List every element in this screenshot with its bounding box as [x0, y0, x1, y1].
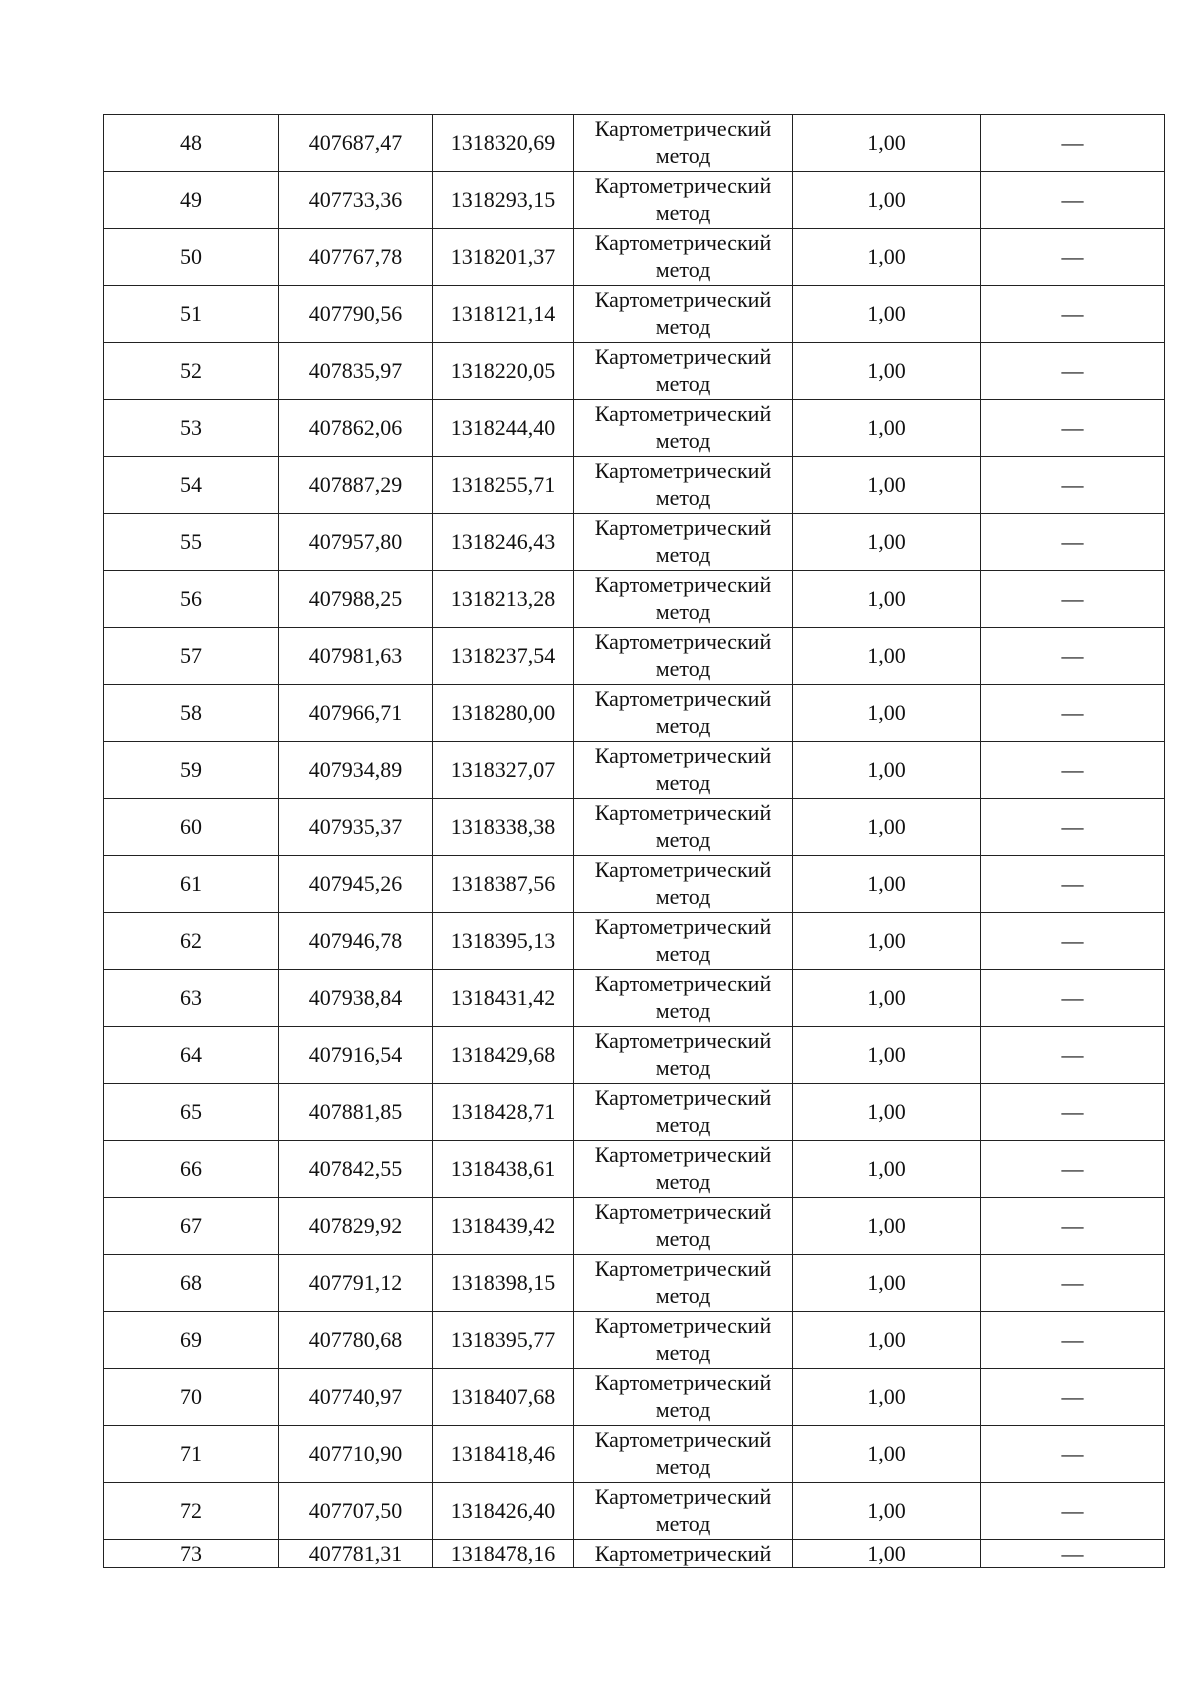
accuracy-cell: 1,00 [793, 229, 981, 286]
point-number-cell: 48 [104, 115, 279, 172]
table-row [104, 229, 1165, 286]
accuracy-cell: 1,00 [793, 1540, 981, 1568]
table-row [104, 1426, 1165, 1483]
note-dash-cell: — [981, 1255, 1165, 1312]
table-row [104, 913, 1165, 970]
table-row [104, 1255, 1165, 1312]
method-line-1: Картометрический [594, 1199, 772, 1224]
table-row [104, 1084, 1165, 1141]
x-coordinate-cell: 407780,68 [279, 1312, 433, 1369]
point-number-cell: 57 [104, 628, 279, 685]
accuracy-cell: 1,00 [793, 1426, 981, 1483]
point-number-cell: 66 [104, 1141, 279, 1198]
note-dash-cell: — [981, 913, 1165, 970]
accuracy-cell: 1,00 [793, 856, 981, 913]
x-coordinate-cell: 407687,47 [279, 115, 433, 172]
table-row [104, 115, 1165, 172]
y-coordinate-cell: 1318426,40 [433, 1483, 574, 1540]
method-cell [574, 1198, 793, 1255]
coordinates-table-body [104, 115, 1165, 1568]
method-line-1: Картометрический [594, 1028, 772, 1053]
method-line-1: Картометрический [594, 1313, 772, 1338]
y-coordinate-cell: 1318246,43 [433, 514, 574, 571]
method-line-1: Картометрический [594, 287, 772, 312]
table-row [104, 343, 1165, 400]
method-line-2: метод [655, 770, 711, 795]
method-line-1: Картометрический [594, 743, 772, 768]
method-line-2: метод [655, 257, 711, 282]
note-dash-cell: — [981, 286, 1165, 343]
point-number-cell: 73 [104, 1540, 279, 1568]
method-line-2: метод [655, 998, 711, 1023]
y-coordinate-cell: 1318439,42 [433, 1198, 574, 1255]
x-coordinate-cell: 407946,78 [279, 913, 433, 970]
note-dash-cell: — [981, 799, 1165, 856]
table-row [104, 457, 1165, 514]
method-cell [574, 913, 793, 970]
method-line-1: Картометрический [594, 857, 772, 882]
y-coordinate-cell: 1318338,38 [433, 799, 574, 856]
table-row [104, 970, 1165, 1027]
point-number-cell: 52 [104, 343, 279, 400]
method-cell [574, 1312, 793, 1369]
point-number-cell: 53 [104, 400, 279, 457]
method-cell [574, 457, 793, 514]
note-dash-cell: — [981, 514, 1165, 571]
point-number-cell: 65 [104, 1084, 279, 1141]
table-row [104, 571, 1165, 628]
method-line-1: Картометрический [594, 116, 772, 141]
method-cell [574, 514, 793, 571]
method-line-1: Картометрический [594, 686, 772, 711]
method-line-1: Картометрический [594, 1256, 772, 1281]
method-line-1: Картометрический [594, 914, 772, 939]
method-line-2: метод [655, 485, 711, 510]
method-cell [574, 1027, 793, 1084]
method-cell [574, 1141, 793, 1198]
point-number-cell: 69 [104, 1312, 279, 1369]
y-coordinate-cell: 1318255,71 [433, 457, 574, 514]
y-coordinate-cell: 1318478,16 [433, 1540, 574, 1568]
method-cell [574, 628, 793, 685]
accuracy-cell: 1,00 [793, 571, 981, 628]
y-coordinate-cell: 1318428,71 [433, 1084, 574, 1141]
y-coordinate-cell: 1318398,15 [433, 1255, 574, 1312]
accuracy-cell: 1,00 [793, 1483, 981, 1540]
method-cell [574, 1369, 793, 1426]
accuracy-cell: 1,00 [793, 115, 981, 172]
method-line-2: метод [655, 1226, 711, 1251]
table-row [104, 1483, 1165, 1540]
note-dash-cell: — [981, 1369, 1165, 1426]
x-coordinate-cell: 407945,26 [279, 856, 433, 913]
table-row [104, 799, 1165, 856]
point-number-cell: 71 [104, 1426, 279, 1483]
y-coordinate-cell: 1318327,07 [433, 742, 574, 799]
method-line-1: Картометрический [594, 401, 772, 426]
point-number-cell: 60 [104, 799, 279, 856]
accuracy-cell: 1,00 [793, 970, 981, 1027]
method-line-1: Картометрический [594, 230, 772, 255]
table-row [104, 514, 1165, 571]
point-number-cell: 67 [104, 1198, 279, 1255]
note-dash-cell: — [981, 172, 1165, 229]
x-coordinate-cell: 407790,56 [279, 286, 433, 343]
note-dash-cell: — [981, 742, 1165, 799]
method-line-2: метод [655, 143, 711, 168]
note-dash-cell: — [981, 115, 1165, 172]
method-line-1: Картометрический [594, 971, 772, 996]
x-coordinate-cell: 407733,36 [279, 172, 433, 229]
point-number-cell: 55 [104, 514, 279, 571]
table-row [104, 742, 1165, 799]
x-coordinate-cell: 407938,84 [279, 970, 433, 1027]
method-cell [574, 685, 793, 742]
method-line-1: Картометрический [594, 1427, 772, 1452]
note-dash-cell: — [981, 571, 1165, 628]
x-coordinate-cell: 407881,85 [279, 1084, 433, 1141]
method-line-2: метод [655, 1055, 711, 1080]
method-line-2: метод [655, 1511, 711, 1536]
method-line-2: метод [655, 1112, 711, 1137]
x-coordinate-cell: 407710,90 [279, 1426, 433, 1483]
y-coordinate-cell: 1318220,05 [433, 343, 574, 400]
accuracy-cell: 1,00 [793, 286, 981, 343]
point-number-cell: 50 [104, 229, 279, 286]
method-cell [574, 799, 793, 856]
table-row [104, 1027, 1165, 1084]
method-line-2: метод [655, 713, 711, 738]
method-cell [574, 856, 793, 913]
point-number-cell: 63 [104, 970, 279, 1027]
accuracy-cell: 1,00 [793, 742, 981, 799]
x-coordinate-cell: 407791,12 [279, 1255, 433, 1312]
accuracy-cell: 1,00 [793, 457, 981, 514]
y-coordinate-cell: 1318121,14 [433, 286, 574, 343]
method-cell [574, 229, 793, 286]
x-coordinate-cell: 407935,37 [279, 799, 433, 856]
y-coordinate-cell: 1318320,69 [433, 115, 574, 172]
accuracy-cell: 1,00 [793, 400, 981, 457]
y-coordinate-cell: 1318293,15 [433, 172, 574, 229]
point-number-cell: 54 [104, 457, 279, 514]
accuracy-cell: 1,00 [793, 1141, 981, 1198]
method-cell [574, 1483, 793, 1540]
x-coordinate-cell: 407842,55 [279, 1141, 433, 1198]
y-coordinate-cell: 1318438,61 [433, 1141, 574, 1198]
point-number-cell: 49 [104, 172, 279, 229]
method-line-2: метод [655, 371, 711, 396]
method-cell [574, 742, 793, 799]
accuracy-cell: 1,00 [793, 514, 981, 571]
method-cell [574, 115, 793, 172]
method-line-1: Картометрический [594, 629, 772, 654]
note-dash-cell: — [981, 1483, 1165, 1540]
method-line-2: метод [655, 656, 711, 681]
note-dash-cell: — [981, 856, 1165, 913]
table-row [104, 685, 1165, 742]
note-dash-cell: — [981, 229, 1165, 286]
note-dash-cell: — [981, 1312, 1165, 1369]
y-coordinate-cell: 1318201,37 [433, 229, 574, 286]
method-cell [574, 571, 793, 628]
note-dash-cell: — [981, 1426, 1165, 1483]
method-line-2: метод [655, 1397, 711, 1422]
point-number-cell: 62 [104, 913, 279, 970]
point-number-cell: 64 [104, 1027, 279, 1084]
y-coordinate-cell: 1318431,42 [433, 970, 574, 1027]
point-number-cell: 56 [104, 571, 279, 628]
x-coordinate-cell: 407767,78 [279, 229, 433, 286]
method-cell [574, 286, 793, 343]
method-line-2: метод [655, 1169, 711, 1194]
accuracy-cell: 1,00 [793, 172, 981, 229]
x-coordinate-cell: 407740,97 [279, 1369, 433, 1426]
point-number-cell: 61 [104, 856, 279, 913]
y-coordinate-cell: 1318418,46 [433, 1426, 574, 1483]
x-coordinate-cell: 407988,25 [279, 571, 433, 628]
method-line-1: Картометрический [594, 1484, 772, 1509]
method-line-1: Картометрический [594, 1541, 772, 1566]
point-number-cell: 59 [104, 742, 279, 799]
method-cell [574, 1084, 793, 1141]
accuracy-cell: 1,00 [793, 1369, 981, 1426]
y-coordinate-cell: 1318244,40 [433, 400, 574, 457]
y-coordinate-cell: 1318280,00 [433, 685, 574, 742]
point-number-cell: 58 [104, 685, 279, 742]
x-coordinate-cell: 407862,06 [279, 400, 433, 457]
method-line-2: метод [655, 599, 711, 624]
point-number-cell: 68 [104, 1255, 279, 1312]
accuracy-cell: 1,00 [793, 913, 981, 970]
method-line-1: Картометрический [594, 800, 772, 825]
x-coordinate-cell: 407981,63 [279, 628, 433, 685]
table-row [104, 1198, 1165, 1255]
method-line-2: метод [655, 1283, 711, 1308]
x-coordinate-cell: 407887,29 [279, 457, 433, 514]
table-row [104, 1369, 1165, 1426]
table-row [104, 1540, 1165, 1568]
method-line-1: Картометрический [594, 1085, 772, 1110]
table-row [104, 1141, 1165, 1198]
method-cell [574, 343, 793, 400]
y-coordinate-cell: 1318395,77 [433, 1312, 574, 1369]
note-dash-cell: — [981, 1084, 1165, 1141]
method-line-2: метод [655, 314, 711, 339]
y-coordinate-cell: 1318429,68 [433, 1027, 574, 1084]
x-coordinate-cell: 407829,92 [279, 1198, 433, 1255]
method-line-2: метод [655, 827, 711, 852]
table-row [104, 856, 1165, 913]
x-coordinate-cell: 407916,54 [279, 1027, 433, 1084]
x-coordinate-cell: 407957,80 [279, 514, 433, 571]
coordinates-table [103, 114, 1165, 1568]
point-number-cell: 51 [104, 286, 279, 343]
note-dash-cell: — [981, 628, 1165, 685]
method-line-2: метод [655, 1340, 711, 1365]
note-dash-cell: — [981, 400, 1165, 457]
method-line-1: Картометрический [594, 1142, 772, 1167]
method-cell [574, 970, 793, 1027]
x-coordinate-cell: 407934,89 [279, 742, 433, 799]
method-line-1: Картометрический [594, 173, 772, 198]
accuracy-cell: 1,00 [793, 1027, 981, 1084]
table-row [104, 400, 1165, 457]
method-line-2: метод [655, 200, 711, 225]
accuracy-cell: 1,00 [793, 1312, 981, 1369]
x-coordinate-cell: 407707,50 [279, 1483, 433, 1540]
method-line-1: Картометрический [594, 572, 772, 597]
method-cell [574, 1540, 793, 1568]
method-line-2: метод [655, 884, 711, 909]
method-line-1: Картометрический [594, 1370, 772, 1395]
note-dash-cell: — [981, 1027, 1165, 1084]
note-dash-cell: — [981, 1198, 1165, 1255]
x-coordinate-cell: 407966,71 [279, 685, 433, 742]
table-row [104, 628, 1165, 685]
y-coordinate-cell: 1318237,54 [433, 628, 574, 685]
point-number-cell: 72 [104, 1483, 279, 1540]
note-dash-cell: — [981, 457, 1165, 514]
method-line-1: Картометрический [594, 458, 772, 483]
point-number-cell: 70 [104, 1369, 279, 1426]
note-dash-cell: — [981, 343, 1165, 400]
x-coordinate-cell: 407835,97 [279, 343, 433, 400]
x-coordinate-cell: 407781,31 [279, 1540, 433, 1568]
y-coordinate-cell: 1318387,56 [433, 856, 574, 913]
accuracy-cell: 1,00 [793, 343, 981, 400]
y-coordinate-cell: 1318407,68 [433, 1369, 574, 1426]
y-coordinate-cell: 1318213,28 [433, 571, 574, 628]
accuracy-cell: 1,00 [793, 1255, 981, 1312]
accuracy-cell: 1,00 [793, 1084, 981, 1141]
note-dash-cell: — [981, 970, 1165, 1027]
table-row [104, 286, 1165, 343]
table-row [104, 172, 1165, 229]
accuracy-cell: 1,00 [793, 1198, 981, 1255]
accuracy-cell: 1,00 [793, 799, 981, 856]
method-line-2: метод [655, 1454, 711, 1479]
note-dash-cell: — [981, 1540, 1165, 1568]
accuracy-cell: 1,00 [793, 685, 981, 742]
method-cell [574, 400, 793, 457]
method-line-2: метод [655, 542, 711, 567]
method-line-2: метод [655, 428, 711, 453]
method-cell [574, 172, 793, 229]
method-line-2: метод [655, 941, 711, 966]
note-dash-cell: — [981, 685, 1165, 742]
accuracy-cell: 1,00 [793, 628, 981, 685]
table-row [104, 1312, 1165, 1369]
method-cell [574, 1426, 793, 1483]
method-line-1: Картометрический [594, 344, 772, 369]
note-dash-cell: — [981, 1141, 1165, 1198]
y-coordinate-cell: 1318395,13 [433, 913, 574, 970]
method-line-1: Картометрический [594, 515, 772, 540]
method-cell [574, 1255, 793, 1312]
